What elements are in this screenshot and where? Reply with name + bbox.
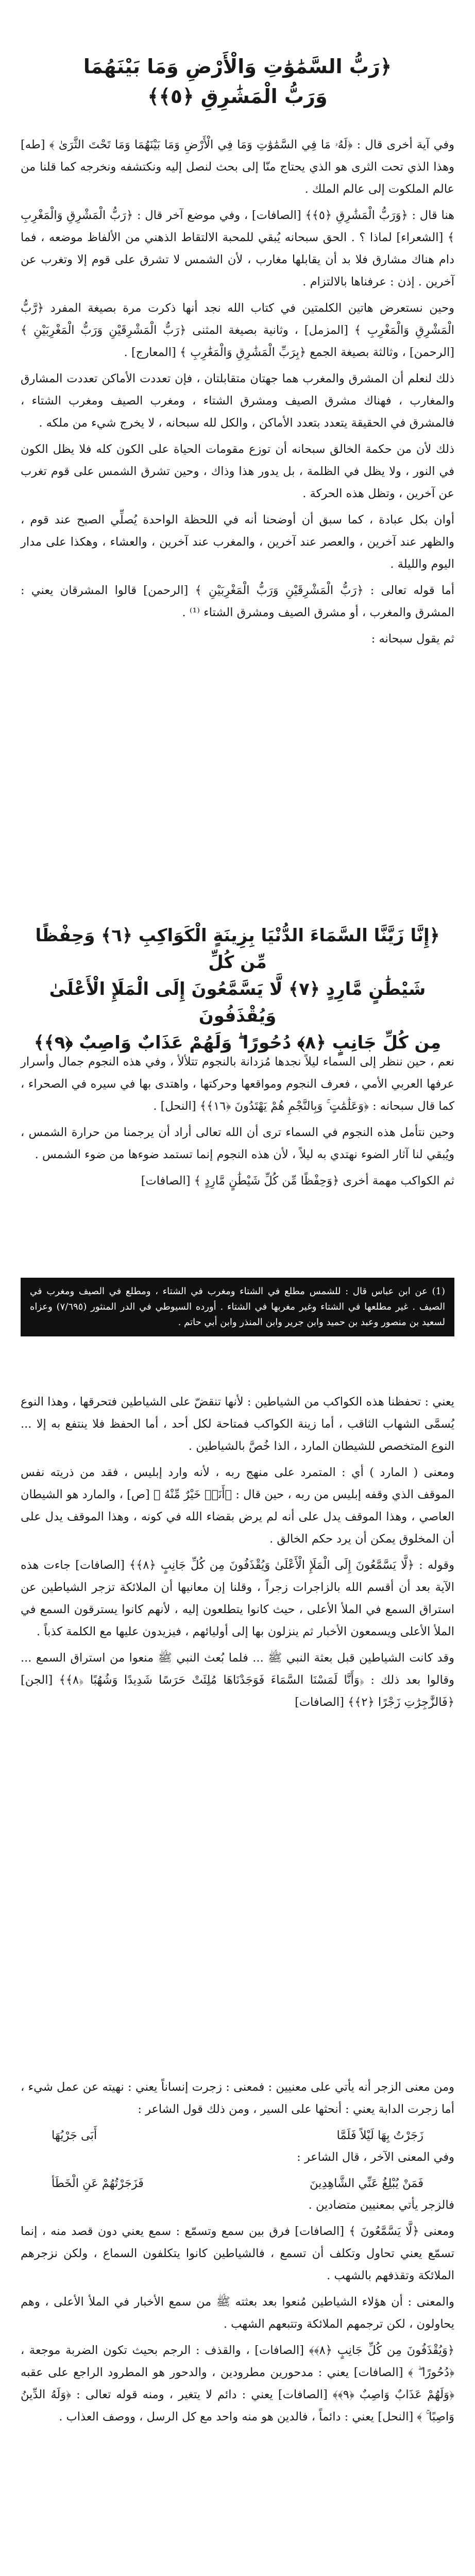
paragraph: ثم يقول سبحانه : [371, 632, 454, 646]
body-section-4 [21, 2076, 454, 2576]
paragraph: وحين نتأمل هذه النجوم في السماء ترى أن الله تعالى أراد أن يرجمنا من حرارة الشمس ، ويُبقي لنا آثار الضوء نهتدي به ليلاً ، لأن هذه النجوم إنما تستمد ضوءها من ضوء الشمس . [21, 1126, 454, 1161]
verse2-line3: مِن كُلِّ جَانِبٍ ﴿٨﴾ دُحُورًا ۖ وَلَهُمْ عَذَابٌ وَاصِبٌ ﴿٩﴾﴾ [33, 1032, 442, 1053]
paragraph: وفي آية أخرى قال : ﴿لَهُۥ مَا فِي السَّمَٰوَٰتِ وَمَا فِي الْأَرْضِ وَمَا بَيْنَهُمَا وَمَا تَحْتَ الثَّرَىٰ ﴾ [طه] وهذا الذي تحت الثرى هو الذي يحتاج منّا إلى بحث لنصل إليه ونكتشفه ونخرجه كما قلنا من عالم الملكوت إلى عالم الملك . [21, 138, 454, 196]
body-section-1 [21, 134, 454, 902]
paragraph: يعني : تحفظنا هذه الكواكب من الشياطين : لأنها تنقضّ على الشياطين فتحرقها ، وهذا النوع يُسمَّى الشهاب الثاقب ، أما زينة الكواكب فمتاحة لكل أحد ، أما الحفظ فلا ينتفع به إلا ... النوع المتخصص للشيطان المارد ، الذا خُصَّ بالشياطين . [21, 1395, 454, 1453]
poem-hemistich-left: فَزَجَرْتُهُمْ عَنِ الْخَطَأ [52, 2177, 144, 2190]
body-section-2 [21, 1051, 454, 1278]
paragraph: ﴿وَيُقْذَفُونَ مِن كُلِّ جَانِبٍ ﴿٨﴾﴾ [الصافات] ، والقذف : الرجم بحيث تكون الضربة موجعة ، ﴿دُحُورًا ۖ ﴾ [الصافات] يعني : مدحورين مطرودين ، والدحور هو المطرود الراجع على عقبه ﴿وَلَهُمْ عَذَابٌ وَاصِبٌ ﴿٩﴾﴾ [الصافات] يعني : دائم لا يتغير ، ومنه قوله تعالى : ﴿وَلَهُ الدِّينُ وَاصِبًا ۚ ﴾ [النحل] يعني : دائماً ، فالدين هو منه واحد مع كل الرسل ، ووصف العذاب . [21, 2344, 455, 2424]
poem-hemistich-right: زَجَرْتُ بِهَا لَيْلاً فَلَمَّا [336, 2129, 423, 2142]
body-section-3 [21, 1391, 454, 2050]
paragraph: أوان بكل عبادة ، كما سبق أن أوضحنا أنه في اللحظة الواحدة يُصلِّي الصبح عند قوم ، والظهر عند آخرين ، والعصر عند آخرين ، والمغرب عند آخرين ، والعشاء ، وهكذا على مدار اليوم والليلة . [21, 513, 454, 571]
header-verse-line1: ﴿رَبُّ السَّمَٰوَٰتِ وَالْأَرْضِ وَمَا بَيْنَهُمَا [83, 55, 392, 78]
paragraph: ثم الكواكب مهمة أخرى ﴿وَحِفْظًا مِّن كُلِّ شَيْطَٰنٍ مَّارِدٍ ﴾ [الصافات] [141, 1174, 454, 1188]
paragraph: ذلك لأن من حكمة الخالق سبحانه أن توزع مقومات الحياة على الكون كله فلا يظل الكون في النور ، ولا يظل في الظلمة ، بل يدور هذا وذاك ، وحين تشرق الشمس على قوم تغرب عن آخرين ، وتظل هذه الحركة . [21, 443, 454, 500]
paragraph: ومعنى ( المارد ) أي : المتمرد على منهج ربه ، لأنه وارد إبليس ، فقد من ذريته نفس الموقف الذي وقفه إبليس من ربه ، حين قال : ﴿أَنَا۠ خَيْرٌ مِّنْهُ ﴾ [ص] ، والمارد هو الشيطان العاصي ، وهذا الموقف يدل على أنه لم يرض بقضاء الله في كونه ، وهذا الموقف يدل على أن المخلوق يمكن أن يرد حكم الخالق . [21, 1466, 454, 1546]
verse2-line1: ﴿إِنَّا زَيَّنَّا السَّمَاءَ الدُّنْيَا بِزِينَةٍ الْكَوَاكِبِ ﴿٦﴾ وَحِفْظًا مِّن كُلِّ [35, 925, 440, 973]
verse-banner-2 [21, 922, 454, 1053]
paragraph: أما قوله تعالى : ﴿رَبُّ الْمَشْرِقَيْنِ وَرَبُّ الْمَغْرِبَيْنِ ﴾ [الرحمن] قالوا المشرقان يعني : المشرق والمغرب ، أو مشرق الصيف ومشرق الشتاء ⁽¹⁾ . [21, 584, 454, 619]
paragraph: والمعنى : أن هؤلاء الشياطين مُنعوا بعد بعثته ﷺ من سمع الأخبار في الملأ الأعلى ، وهم يحاولون ، لكن ترجمهم الملائكة وتتبعهم الشهب . [21, 2295, 454, 2331]
header-verse-banner [21, 52, 454, 118]
paragraph: وقد كانت الشياطين قبل بعثة النبي ﷺ ... فلما بُعث النبي ﷺ منعوا من استراق السمع ... وقالوا بعد ذلك : ﴿وَأَنَّا لَمَسْنَا السَّمَاءَ فَوَجَدْنَاهَا مُلِئَتْ حَرَسًا شَدِيدًا وَشُهُبًا ﴿٨﴾﴾ [الجن] ﴿فَالزَّٰجِرَٰتِ زَجْرًا ﴿٢﴾﴾ [الصافات] [21, 1651, 454, 1709]
paragraph: نعم ، حين ننظر إلى السماء ليلاً نجدها مُزدانة بالنجوم تتلألأ ، وفي هذه النجوم جمال وأسرار عرفها العربي الأمي ، فعرف النجوم ومواقعها وحركتها ، واهتدى بها في سيره في الصحراء ، كما قال سبحانه : ﴿وَعَلَٰمَٰتٍ ۚ وَبِالنَّجْمِ هُمْ يَهْتَدُونَ ﴿١٦﴾﴾ [النحل] . [21, 1055, 454, 1113]
poem-hemistich-left: أَبَى جَرْيُهَا [52, 2129, 97, 2142]
header-verse-line2: وَرَبُّ الْمَشَٰرِقِ ﴿٥﴾﴾ [147, 85, 328, 108]
poem-hemistich-right: فَمَنْ يُبْلِغُ عَنِّي الشَّاهِدِينَ [310, 2177, 423, 2190]
footnote-box-1 [21, 1278, 454, 1370]
paragraph: وحين نستعرض هاتين الكلمتين في كتاب الله نجد أنها ذكرت مرة بصيغة المفرد ﴿رَّبُّ الْمَشْرِقِ وَالْمَغْرِبِ ﴾ [المزمل] ، وثانية بصيغة المثنى ﴿رَبُّ الْمَشْرِقَيْنِ وَرَبُّ الْمَغْرِبَيْنِ ﴾ [الرحمن] ، وثالثة بصيغة الجمع ﴿بِرَبِّ الْمَشَٰرِقِ وَالْمَغَٰرِبِ ﴾ [المعارج] . [21, 301, 454, 359]
paragraph: هنا قال : ﴿وَرَبُّ الْمَشَٰرِقِ ﴿٥﴾﴾ [الصافات] ، وفي موضع آخر قال : ﴿رَبُّ الْمَشْرِقِ وَالْمَغْرِبِ ﴾ [الشعراء] لماذا ؟ . الحق سبحانه يُبقي للمحبة الالتقاط الذهني من الألفاظ موضعه ، فما دام هناك مشارق فلا بد أن يقابلها مغارب ، لأن الشمس لا تشرق على قوم إلا وتغرب عن آخرين . إذن : عرفناها بالالتزام . [21, 209, 454, 289]
verse2-line2: شَيْطَٰنٍ مَّارِدٍ ﴿٧﴾ لَّا يَسَّمَّعُونَ إِلَى الْمَلَإِ الْأَعْلَىٰ وَيُقْذَفُونَ [49, 979, 426, 1026]
paragraph: ومن معنى الزجر أنه يأتي على معنيين : فمعنى : زجرت إنساناً يعني : نهيته عن عمل شيء ، أما زجرت الدابة يعني : أنحثها على السير ، ومن ذلك قول الشاعر : [21, 2080, 454, 2116]
paragraph: وقوله : ﴿لَّا يَسَّمَّعُونَ إِلَى الْمَلَإِ الْأَعْلَىٰ وَيُقْذَفُونَ مِن كُلِّ جَانِبٍ ﴿٨﴾﴾ [الصافات] جاءت هذه الآية بعد أن أقسم الله بالزاجرات زجراً ، وقلنا إن معانيها أن الملائكة تزجر الشياطين عن استراق السمع في الملأ الأعلى ، حيث كانوا يتطلعون إليه ، لأنهم كانوا يسترقون السمع في الملأ الأعلى ويسمعون الأخبار ثم ينزلون بها إلى أوليائهم ، فيزيدون عليها مع الكلمة كذباً . [21, 1558, 454, 1638]
footnote-text: (1) عن ابن عباس قال : للشمس مطلع في الشتاء ومغرب في الشتاء ، ومطلع في الصيف ومغرب في الصيف . غير مطلعها في الشتاء وغير مغربها في الشتاء . أورده السيوطي في الدر المنثور (٧/٦٩٥) وعزاه لسعيد بن منصور وعبد بن حميد وابن جرير وابن المنذر وابن أبي حاتم . [21, 1278, 454, 1336]
paragraph: وفي المعنى الآخر ، قال الشاعر : [297, 2150, 454, 2164]
paragraph: ومعنى ﴿لَّا يَسَّمَّعُونَ ﴾ [الصافات] فرق بين سمع وتسمّع : سمع يعني دون قصد منه ، إنما تسمّع يعني تحاول وتكلف أن تسمع ، فالشياطين كانوا يتكلفون السماع ، ولكن نزجرهم الملائكة وتقذفهم بالشهب . [21, 2225, 454, 2282]
paragraph: فالزجر يأتي بمعنيين متضادين . [308, 2198, 454, 2212]
paragraph: ذلك لنعلم أن المشرق والمغرب هما جهتان متقابلتان ، فإن تعددت الأماكن تعددت المشارق والمغارب ، فهناك مشرق الصيف ومشرق الشتاء ، ومغرب الصيف ومغرب الشتاء ، فالمشرق في الحقيقة يتعدد بتعدد الأماكن ، والكل لله سبحانه ، لا يخرج شيء من ملكه . [21, 372, 454, 430]
poem-line-1 [21, 2125, 454, 2146]
poem-line-2 [21, 2173, 454, 2194]
